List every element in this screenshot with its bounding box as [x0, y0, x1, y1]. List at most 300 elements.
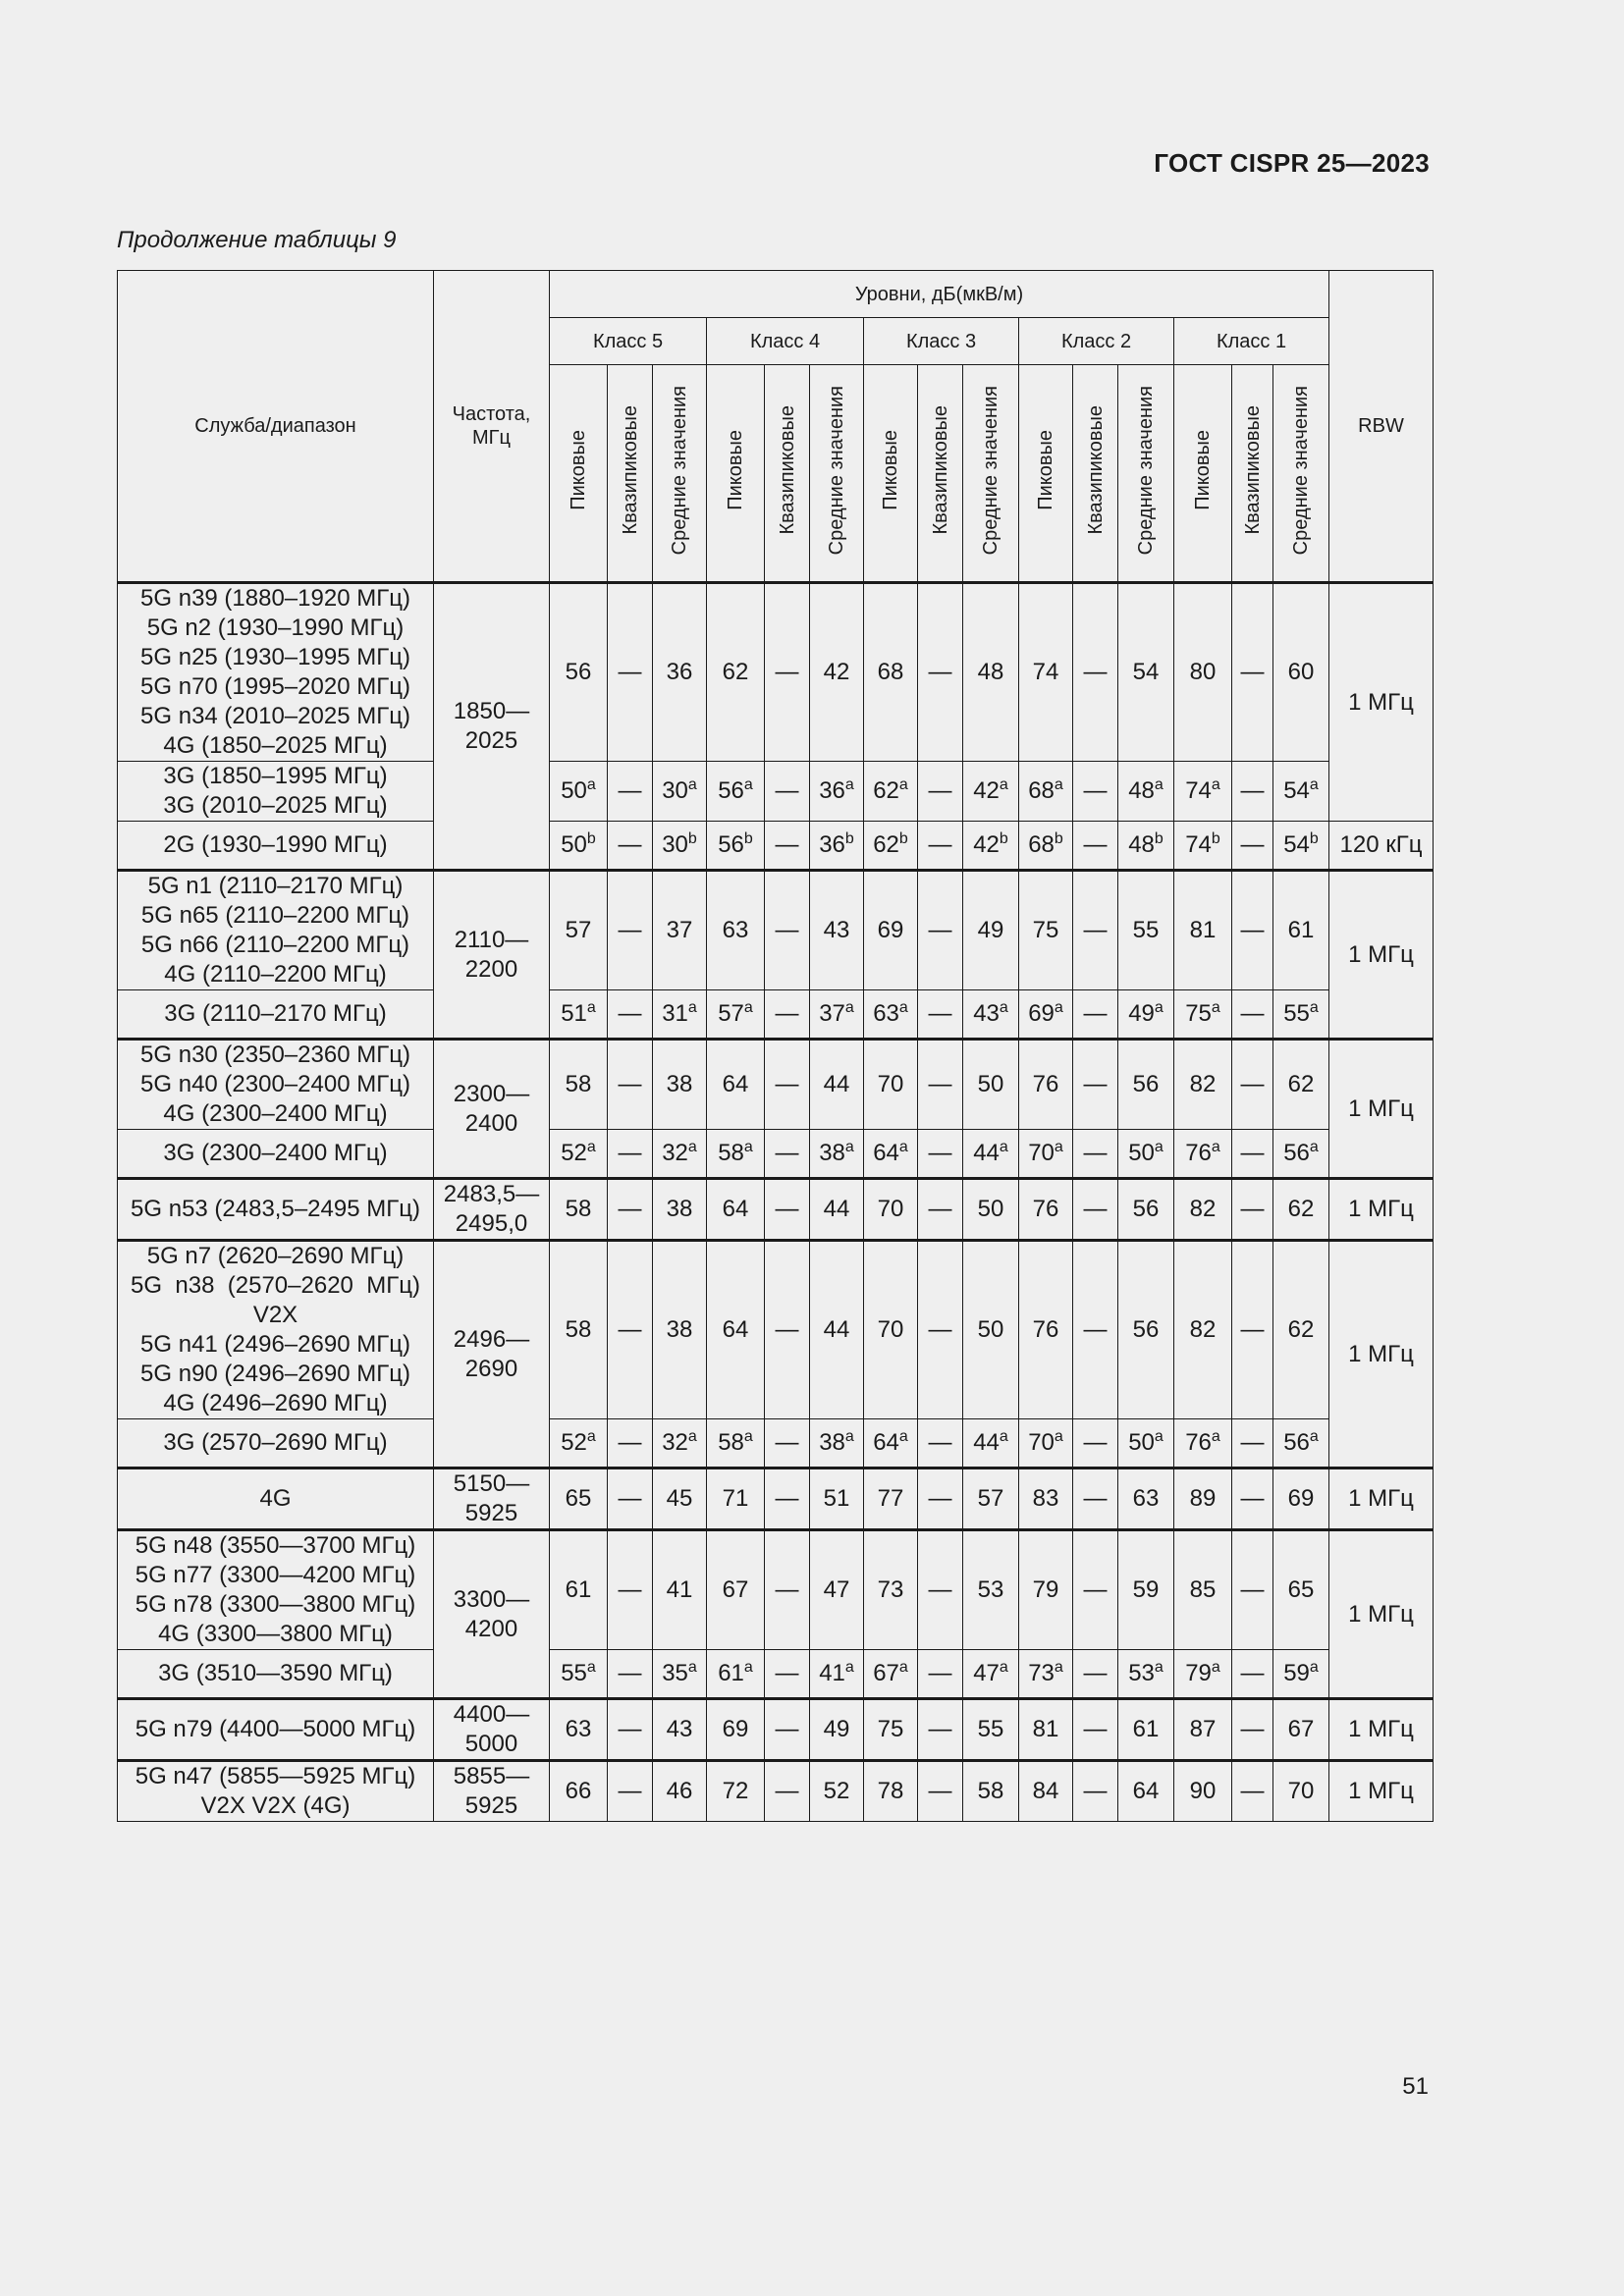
value-cell: —: [1232, 1241, 1273, 1419]
value-cell: 89: [1174, 1468, 1232, 1530]
value-cell: 45: [653, 1468, 707, 1530]
service-cell: [118, 1761, 434, 1822]
value-cell: 48$^a$: [1118, 762, 1174, 822]
value-cell: 56$^b$: [707, 822, 765, 871]
header-measurement-type: Пиковые: [725, 430, 746, 510]
value-cell: 54: [1118, 583, 1174, 762]
value-cell: 50: [963, 1241, 1019, 1419]
value-cell: 64$^a$: [864, 1419, 918, 1468]
value-cell: —: [1073, 1419, 1118, 1468]
service-line: 5G n79 (4400—5000 МГц): [135, 1716, 416, 1742]
value-cell: 49$^a$: [1118, 990, 1174, 1040]
service-line: 5G n53 (2483,5–2495 МГц): [131, 1196, 420, 1222]
frequency-cell: 2300— 2400: [434, 1040, 550, 1179]
value-cell: 62: [707, 583, 765, 762]
value-cell: 32$^a$: [653, 1130, 707, 1179]
value-cell: 61$^a$: [707, 1650, 765, 1699]
value-cell: —: [918, 822, 963, 871]
value-cell: 70$^a$: [1019, 1130, 1073, 1179]
frequency-cell: 1850— 2025: [434, 583, 550, 871]
value-cell: 87: [1174, 1699, 1232, 1761]
value-cell: 81: [1019, 1699, 1073, 1761]
value-cell: 63: [1118, 1468, 1174, 1530]
footnote-marker: a: [844, 999, 854, 1016]
value-cell: —: [608, 1179, 653, 1241]
value-cell: —: [1073, 1241, 1118, 1419]
value-cell: 52: [810, 1761, 864, 1822]
value-cell: 56$^a$: [1273, 1130, 1329, 1179]
value-cell: 35$^a$: [653, 1650, 707, 1699]
value-cell: —: [765, 1419, 810, 1468]
footnote-marker: a: [844, 776, 854, 793]
table-row: [118, 1530, 1434, 1650]
footnote-marker: a: [687, 1659, 697, 1676]
footnote-marker: a: [586, 1139, 596, 1155]
table-caption: Продолжение таблицы 9: [117, 227, 397, 253]
value-cell: 70: [864, 1040, 918, 1130]
footnote-marker: b: [1054, 830, 1063, 847]
table-row: [118, 1419, 1434, 1468]
value-cell: 74$^a$: [1174, 762, 1232, 822]
footnote-marker: a: [743, 1139, 753, 1155]
value-cell: 41: [653, 1530, 707, 1650]
service-line: 5G n40 (2300–2400 МГц): [140, 1071, 410, 1097]
value-cell: —: [1232, 1179, 1273, 1241]
value-cell: 65: [1273, 1530, 1329, 1650]
table-row: [118, 583, 1434, 762]
value-cell: —: [1232, 762, 1273, 822]
value-cell: 75: [864, 1699, 918, 1761]
value-cell: 48: [963, 583, 1019, 762]
value-cell: —: [1073, 1130, 1118, 1179]
value-cell: 71: [707, 1468, 765, 1530]
frequency-cell: 2496— 2690: [434, 1241, 550, 1468]
value-cell: 54$^a$: [1273, 762, 1329, 822]
header-measurement-type: Квазипиковые: [619, 405, 641, 535]
frequency-cell: 5855— 5925: [434, 1761, 550, 1822]
value-cell: 79$^a$: [1174, 1650, 1232, 1699]
frequency-cell: 4400— 5000: [434, 1699, 550, 1761]
value-cell: 32$^a$: [653, 1419, 707, 1468]
value-cell: 84: [1019, 1761, 1073, 1822]
value-cell: 42: [810, 583, 864, 762]
value-cell: —: [1232, 1130, 1273, 1179]
footnote-marker: a: [687, 776, 697, 793]
header-measurement-type: Средние значения: [669, 385, 690, 556]
footnote-marker: a: [999, 1428, 1008, 1445]
value-cell: 76$^a$: [1174, 1130, 1232, 1179]
value-cell: 66: [550, 1761, 608, 1822]
value-cell: —: [608, 871, 653, 990]
value-cell: 38$^a$: [810, 1130, 864, 1179]
value-cell: —: [608, 762, 653, 822]
value-cell: 49: [963, 871, 1019, 990]
value-cell: —: [918, 1699, 963, 1761]
value-cell: 90: [1174, 1761, 1232, 1822]
service-line: 4G: [259, 1485, 292, 1512]
value-cell: —: [608, 990, 653, 1040]
value-cell: 63$^a$: [864, 990, 918, 1040]
table-row: [118, 1241, 1434, 1419]
frequency-cell: 5150— 5925: [434, 1468, 550, 1530]
footnote-marker: a: [1054, 1659, 1063, 1676]
service-cell: [118, 1040, 434, 1130]
service-line: 3G (2110–2170 МГц): [164, 1000, 387, 1027]
value-cell: 55$^a$: [1273, 990, 1329, 1040]
header-class: Класс 4: [707, 318, 864, 365]
service-cell: [118, 822, 434, 871]
value-cell: 56$^a$: [707, 762, 765, 822]
header-measurement-type: Пиковые: [880, 430, 901, 510]
value-cell: 81: [1174, 871, 1232, 990]
value-cell: —: [918, 583, 963, 762]
footnote-marker: a: [1154, 1428, 1164, 1445]
value-cell: 55: [1118, 871, 1174, 990]
service-cell: [118, 1130, 434, 1179]
header-measurement-type: Пиковые: [1035, 430, 1056, 510]
value-cell: 43$^a$: [963, 990, 1019, 1040]
value-cell: —: [608, 822, 653, 871]
value-cell: 61: [1118, 1699, 1174, 1761]
value-cell: 53$^a$: [1118, 1650, 1174, 1699]
value-cell: 58: [550, 1040, 608, 1130]
value-cell: —: [1073, 1179, 1118, 1241]
value-cell: 62: [1273, 1040, 1329, 1130]
value-cell: 52$^a$: [550, 1130, 608, 1179]
rbw-cell: 1 МГц: [1329, 1530, 1434, 1699]
table-row: [118, 990, 1434, 1040]
footnote-marker: a: [1309, 1428, 1319, 1445]
value-cell: 44$^a$: [963, 1130, 1019, 1179]
value-cell: 48$^b$: [1118, 822, 1174, 871]
value-cell: 54$^b$: [1273, 822, 1329, 871]
value-cell: —: [1232, 822, 1273, 871]
value-cell: 79: [1019, 1530, 1073, 1650]
value-cell: —: [765, 583, 810, 762]
service-line: 5G n65 (2110–2200 МГц): [140, 902, 410, 929]
value-cell: —: [608, 1650, 653, 1699]
footnote-marker: a: [586, 999, 596, 1016]
value-cell: 69: [864, 871, 918, 990]
value-cell: 56: [1118, 1040, 1174, 1130]
value-cell: 57: [550, 871, 608, 990]
header-measurement-type: Квазипиковые: [776, 405, 798, 535]
value-cell: —: [608, 1419, 653, 1468]
value-cell: 82: [1174, 1241, 1232, 1419]
value-cell: —: [765, 1468, 810, 1530]
value-cell: —: [608, 1699, 653, 1761]
footnote-marker: a: [1054, 999, 1063, 1016]
header-class: Класс 2: [1019, 318, 1174, 365]
value-cell: 43: [810, 871, 864, 990]
document-code: ГОСТ CISPR 25—2023: [1154, 148, 1430, 178]
table-row: [118, 1130, 1434, 1179]
value-cell: —: [1073, 990, 1118, 1040]
rbw-cell: 1 МГц: [1329, 1761, 1434, 1822]
service-line: 3G (1850–1995 МГц): [163, 763, 388, 789]
value-cell: 58: [550, 1241, 608, 1419]
value-cell: —: [1232, 1761, 1273, 1822]
footnote-marker: b: [1309, 830, 1319, 847]
value-cell: 56: [1118, 1179, 1174, 1241]
value-cell: 58$^a$: [707, 1130, 765, 1179]
service-line: 5G n1 (2110–2170 МГц): [147, 873, 404, 899]
value-cell: 46: [653, 1761, 707, 1822]
header-measurement-type: Квазипиковые: [1084, 405, 1107, 535]
value-cell: —: [765, 1130, 810, 1179]
footnote-marker: a: [1054, 1428, 1063, 1445]
service-line: 5G n7 (2620–2690 МГц): [146, 1243, 405, 1269]
service-line: 5G n34 (2010–2025 МГц): [140, 703, 410, 729]
footnote-marker: a: [999, 1659, 1008, 1676]
service-cell: [118, 1650, 434, 1699]
value-cell: 47: [810, 1530, 864, 1650]
service-cell: [118, 1419, 434, 1468]
value-cell: 51: [810, 1468, 864, 1530]
service-line: 5G n47 (5855—5925 МГц): [135, 1763, 416, 1789]
value-cell: 38: [653, 1179, 707, 1241]
value-cell: —: [1232, 1419, 1273, 1468]
service-line: 5G n77 (3300—4200 МГц): [135, 1562, 416, 1588]
value-cell: —: [765, 1650, 810, 1699]
footnote-marker: a: [1211, 1428, 1220, 1445]
value-cell: 59: [1118, 1530, 1174, 1650]
table-body: [118, 583, 1434, 1822]
footnote-marker: a: [1309, 1139, 1319, 1155]
footnote-marker: a: [1309, 776, 1319, 793]
footnote-marker: a: [1154, 1659, 1164, 1676]
footnote-marker: a: [743, 1428, 753, 1445]
service-line: 5G n2 (1930–1990 МГц): [146, 614, 405, 641]
value-cell: 44: [810, 1179, 864, 1241]
value-cell: —: [608, 1761, 653, 1822]
service-line: 5G n25 (1930–1995 МГц): [140, 644, 410, 670]
value-cell: 44: [810, 1241, 864, 1419]
value-cell: 64: [707, 1241, 765, 1419]
value-cell: —: [1232, 871, 1273, 990]
service-line: 5G n30 (2350–2360 МГц): [140, 1041, 410, 1068]
value-cell: —: [1073, 1761, 1118, 1822]
footnote-marker: a: [1211, 1659, 1220, 1676]
service-cell: [118, 1468, 434, 1530]
footnote-marker: b: [898, 830, 908, 847]
value-cell: 70: [864, 1241, 918, 1419]
value-cell: 67: [1273, 1699, 1329, 1761]
value-cell: —: [1073, 583, 1118, 762]
value-cell: 36: [653, 583, 707, 762]
value-cell: —: [1073, 1530, 1118, 1650]
value-cell: 57: [963, 1468, 1019, 1530]
rbw-cell: 1 МГц: [1329, 1468, 1434, 1530]
service-line: 4G (3300—3800 МГц): [158, 1621, 393, 1647]
value-cell: —: [918, 1761, 963, 1822]
service-line: 3G (3510—3590 МГц): [158, 1660, 393, 1686]
service-line: 5G n70 (1995–2020 МГц): [140, 673, 410, 700]
footnote-marker: a: [687, 1428, 697, 1445]
value-cell: 38$^a$: [810, 1419, 864, 1468]
value-cell: 36$^a$: [810, 762, 864, 822]
footnote-marker: b: [1154, 830, 1164, 847]
value-cell: —: [1232, 583, 1273, 762]
header-measurement-type: Средние значения: [980, 385, 1001, 556]
value-cell: 68$^b$: [1019, 822, 1073, 871]
header-measurement-type: Пиковые: [568, 430, 589, 510]
value-cell: 41$^a$: [810, 1650, 864, 1699]
footnote-marker: a: [898, 776, 908, 793]
value-cell: 58: [963, 1761, 1019, 1822]
frequency-cell: 3300— 4200: [434, 1530, 550, 1699]
value-cell: 55$^a$: [550, 1650, 608, 1699]
value-cell: 30$^a$: [653, 762, 707, 822]
footnote-marker: a: [999, 999, 1008, 1016]
footnote-marker: a: [1211, 776, 1220, 793]
header-measurement-type: Квазипиковые: [929, 405, 951, 535]
value-cell: 44: [810, 1040, 864, 1130]
value-cell: 55: [963, 1699, 1019, 1761]
service-cell: [118, 990, 434, 1040]
footnote-marker: a: [586, 1659, 596, 1676]
value-cell: 37$^a$: [810, 990, 864, 1040]
footnote-marker: a: [1211, 999, 1220, 1016]
value-cell: 70$^a$: [1019, 1419, 1073, 1468]
value-cell: —: [765, 822, 810, 871]
rbw-cell: 1 МГц: [1329, 871, 1434, 1040]
value-cell: 47$^a$: [963, 1650, 1019, 1699]
frequency-cell: 2110— 2200: [434, 871, 550, 1040]
value-cell: —: [765, 762, 810, 822]
value-cell: 58$^a$: [707, 1419, 765, 1468]
header-class: Класс 3: [864, 318, 1019, 365]
value-cell: —: [608, 1530, 653, 1650]
service-line: 5G n48 (3550—3700 МГц): [135, 1532, 416, 1559]
rbw-cell: 1 МГц: [1329, 1040, 1434, 1179]
value-cell: 67: [707, 1530, 765, 1650]
rbw-cell: 1 МГц: [1329, 1699, 1434, 1761]
header-measurement-type: Квазипиковые: [1241, 405, 1264, 535]
header-rbw: RBW: [1329, 271, 1434, 583]
footnote-marker: b: [743, 830, 753, 847]
value-cell: —: [918, 1040, 963, 1130]
footnote-marker: a: [687, 999, 697, 1016]
value-cell: 56: [1118, 1241, 1174, 1419]
value-cell: 74: [1019, 583, 1073, 762]
header-class: Класс 5: [550, 318, 707, 365]
value-cell: —: [1073, 1650, 1118, 1699]
value-cell: 61: [550, 1530, 608, 1650]
value-cell: 42$^a$: [963, 762, 1019, 822]
value-cell: —: [608, 1468, 653, 1530]
footnote-marker: a: [898, 1428, 908, 1445]
value-cell: —: [918, 1468, 963, 1530]
value-cell: 62: [1273, 1179, 1329, 1241]
value-cell: 64$^a$: [864, 1130, 918, 1179]
table-row: [118, 1699, 1434, 1761]
value-cell: 56: [550, 583, 608, 762]
value-cell: —: [765, 1179, 810, 1241]
value-cell: 70: [864, 1179, 918, 1241]
value-cell: 68: [864, 583, 918, 762]
service-cell: [118, 1530, 434, 1650]
footnote-marker: a: [1054, 1139, 1063, 1155]
value-cell: —: [918, 1419, 963, 1468]
value-cell: 75$^a$: [1174, 990, 1232, 1040]
value-cell: 64: [707, 1179, 765, 1241]
value-cell: —: [608, 1130, 653, 1179]
value-cell: 69$^a$: [1019, 990, 1073, 1040]
emission-limits-table: [117, 270, 1434, 1822]
value-cell: 30$^b$: [653, 822, 707, 871]
value-cell: 77: [864, 1468, 918, 1530]
table-row: [118, 762, 1434, 822]
value-cell: —: [765, 990, 810, 1040]
value-cell: 64: [1118, 1761, 1174, 1822]
footnote-marker: a: [844, 1428, 854, 1445]
value-cell: 62$^b$: [864, 822, 918, 871]
value-cell: —: [608, 1040, 653, 1130]
service-line: 3G (2010–2025 МГц): [163, 792, 388, 819]
value-cell: 31$^a$: [653, 990, 707, 1040]
service-cell: [118, 762, 434, 822]
value-cell: 73$^a$: [1019, 1650, 1073, 1699]
footnote-marker: b: [999, 830, 1008, 847]
service-cell: [118, 1699, 434, 1761]
footnote-marker: b: [586, 830, 596, 847]
value-cell: —: [918, 1650, 963, 1699]
value-cell: 63: [707, 871, 765, 990]
header-measurement-type: Средние значения: [826, 385, 847, 556]
value-cell: —: [765, 1530, 810, 1650]
value-cell: 44$^a$: [963, 1419, 1019, 1468]
value-cell: 51$^a$: [550, 990, 608, 1040]
header-measurement-type: Средние значения: [1135, 385, 1157, 556]
header-levels: Уровни, дБ(мкВ/м): [550, 271, 1329, 318]
value-cell: —: [1232, 1650, 1273, 1699]
header-class: Класс 1: [1174, 318, 1329, 365]
table-row: [118, 1179, 1434, 1241]
footnote-marker: b: [1211, 830, 1220, 847]
value-cell: 36$^b$: [810, 822, 864, 871]
service-line: 4G (2300–2400 МГц): [163, 1100, 388, 1127]
footnote-marker: a: [898, 1139, 908, 1155]
footnote-marker: a: [999, 1139, 1008, 1155]
value-cell: 82: [1174, 1040, 1232, 1130]
header-measurement-type: Средние значения: [1290, 385, 1312, 556]
value-cell: 70: [1273, 1761, 1329, 1822]
footnote-marker: a: [687, 1139, 697, 1155]
footnote-marker: a: [1154, 1139, 1164, 1155]
value-cell: 76: [1019, 1241, 1073, 1419]
value-cell: —: [1073, 822, 1118, 871]
service-line: 5G n38 (2570–2620 МГц): [131, 1272, 420, 1299]
rbw-cell: 1 МГц: [1329, 583, 1434, 822]
service-cell: [118, 1179, 434, 1241]
value-cell: 80: [1174, 583, 1232, 762]
footnote-marker: a: [1154, 999, 1164, 1016]
value-cell: 78: [864, 1761, 918, 1822]
value-cell: 50: [963, 1040, 1019, 1130]
value-cell: —: [1232, 990, 1273, 1040]
value-cell: —: [765, 1241, 810, 1419]
value-cell: 50$^a$: [550, 762, 608, 822]
value-cell: 64: [707, 1040, 765, 1130]
header-frequency: Частота, МГц: [434, 271, 550, 583]
value-cell: —: [1232, 1699, 1273, 1761]
page-number: 51: [1402, 2073, 1429, 2100]
footnote-marker: a: [844, 1139, 854, 1155]
value-cell: —: [1073, 1040, 1118, 1130]
service-cell: [118, 1241, 434, 1419]
service-line: 3G (2300–2400 МГц): [163, 1140, 388, 1166]
